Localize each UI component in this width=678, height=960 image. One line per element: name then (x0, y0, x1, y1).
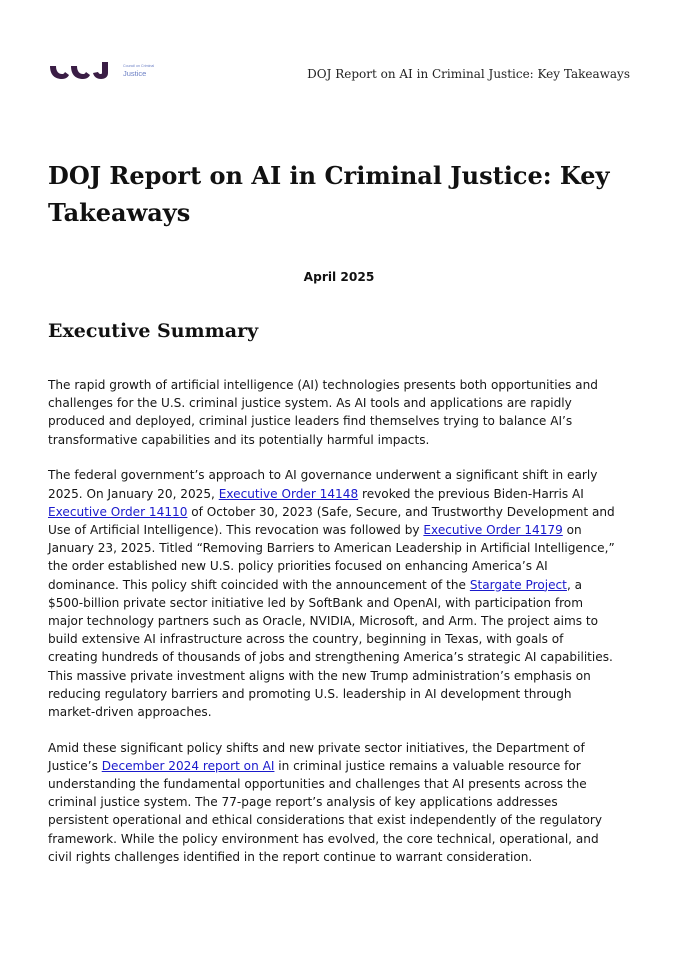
paragraph-text: Amid these significant policy shifts and new private sector initiatives, the Department of Justice’s (48, 740, 585, 773)
paragraph-text: , a $500-billion private sector initiative led by SoftBank and OpenAI, with participation from major technology partners such as Oracle, NVIDIA, Microsoft, and Arm. The project aims to build extensive AI infrastructure across the country, beginning in Texas, with goals of creating hundreds of thousands of jobs and strengthening America’s strategic AI capabilities. This massive private investment aligns with the new Trump administration’s emphasis on reducing regulatory barriers and promoting U.S. leadership in AI development through market-driven approaches. (48, 577, 613, 719)
link-stargate-project[interactable]: Stargate Project (469, 577, 567, 592)
link-executive-order-14179[interactable]: Executive Order 14179 (423, 522, 563, 537)
document-date: April 2025 (303, 270, 375, 284)
paragraph-doj-report (48, 739, 638, 866)
paragraph-text: revoked the previous Biden-Harris AI (362, 486, 584, 501)
logo-mark-c2 (71, 66, 90, 79)
logo-mark-j (93, 62, 108, 79)
paragraph-text: of October 30, 2023 (Safe, Secure, and Trustworthy Development and Use of Artificial Intelligence). This revocation was followed by (48, 504, 615, 537)
running-header-title: DOJ Report on AI in Criminal Justice: Key Takeaways (307, 67, 630, 81)
logo-tagline: Council on Criminal (123, 64, 155, 68)
logo-mark-c1 (50, 66, 69, 79)
paragraph-text: on January 23, 2025. Titled “Removing Barriers to American Leadership in Artificial Intelligence,” the order established new U.S. policy priorities focused on enhancing America’s AI dominance. This policy shift coincided with the announcement of the (48, 522, 615, 592)
link-executive-order-14110[interactable]: Executive Order 14110 (48, 504, 188, 519)
paragraph-intro: The rapid growth of artificial intelligence (AI) technologies presents both opportunities and challenges for the U.S. criminal justice system. As AI tools and applications are rapidly produced and deployed, criminal justice leaders find themselves trying to balance AI’s transformative capabilities and its potentially harmful impacts. (48, 378, 598, 447)
section-heading: Executive Summary (48, 320, 259, 342)
document-title: DOJ Report on AI in Criminal Justice: Key Takeaways (48, 161, 610, 227)
document-body (48, 376, 638, 884)
paragraph-text: The federal government’s approach to AI governance underwent a significant shift in early 2025. On January 20, 2025, (48, 468, 598, 501)
link-december-2024-report[interactable]: December 2024 report on AI (101, 758, 275, 773)
ccj-logo (48, 60, 168, 82)
paragraph-policy-shift (48, 466, 638, 721)
paragraph-text: in criminal justice remains a valuable resource for understanding the fundamental opportunities and challenges that AI presents across the criminal justice system. The 77-page report’s analysis of key applications addresses persistent operational and ethical considerations that exist independently of the regulatory framework. While the policy environment has evolved, the core technical, operational, and civil rights challenges identified in the report continue to warrant consideration. (48, 758, 602, 864)
logo-word: Justice (123, 69, 147, 78)
link-executive-order-14148[interactable]: Executive Order 14148 (218, 486, 359, 501)
